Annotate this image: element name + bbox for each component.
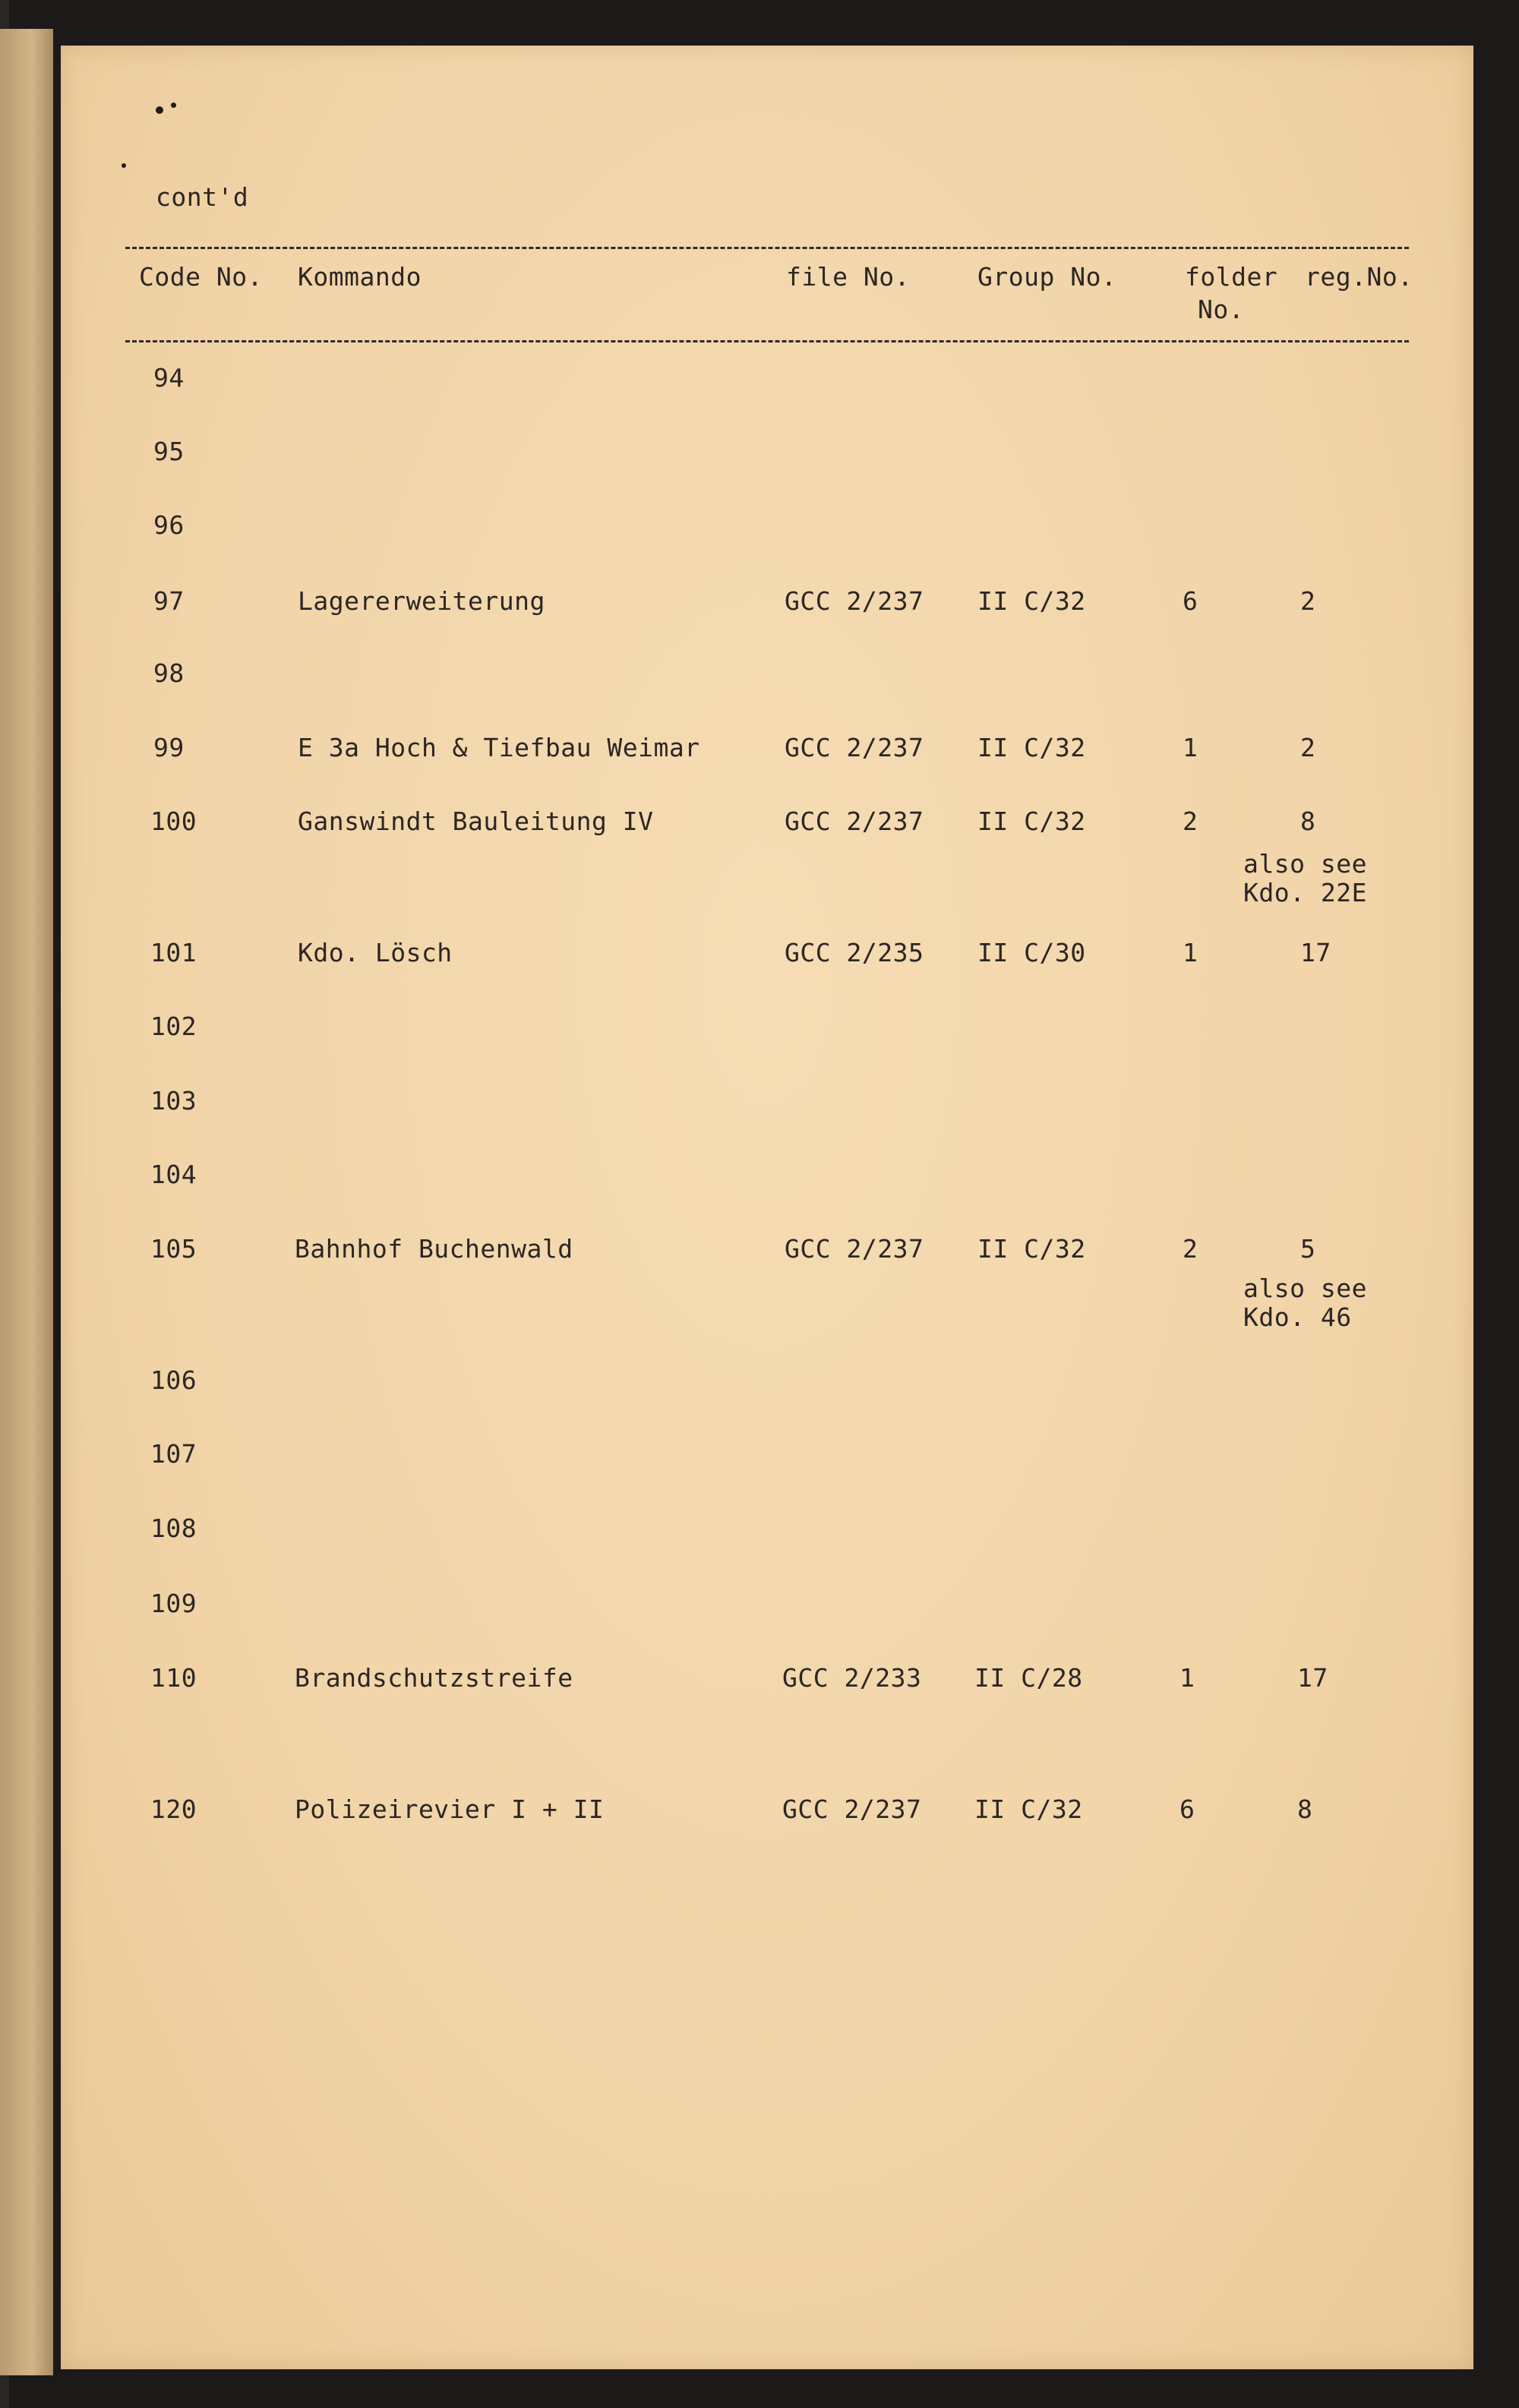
table-row — [0, 1011, 1519, 1057]
kommando-cell: Ganswindt Bauleitung IV — [298, 806, 654, 836]
file-no-cell: GCC 2/237 — [785, 806, 924, 836]
table-row — [0, 363, 1519, 409]
code-no-cell: 99 — [153, 733, 185, 762]
table-row — [0, 1086, 1519, 1131]
file-no-cell: GCC 2/235 — [785, 938, 924, 967]
folder-no-cell: 1 — [1180, 1663, 1195, 1693]
reg-no-cell: 5 — [1300, 1234, 1316, 1264]
table-row — [0, 586, 1519, 632]
file-no-cell: GCC 2/237 — [782, 1794, 922, 1824]
table-row — [0, 1160, 1519, 1205]
reg-no-cell: 17 — [1300, 938, 1331, 967]
header-folder-no: folder — [1185, 262, 1278, 292]
header-code-no: Code No. — [139, 262, 263, 292]
reg-no-cell: 8 — [1297, 1794, 1313, 1824]
table-row — [0, 1589, 1519, 1634]
cross-reference-note: also see — [1243, 1273, 1367, 1303]
table-row — [0, 510, 1519, 556]
header-kommando: Kommando — [298, 262, 422, 292]
kommando-cell: Brandschutzstreife — [295, 1663, 573, 1693]
header-bottom-rule — [125, 340, 1409, 342]
code-no-cell: 95 — [153, 437, 185, 466]
table-row — [0, 658, 1519, 704]
code-no-cell: 101 — [150, 938, 197, 967]
code-no-cell: 110 — [150, 1663, 197, 1693]
table-row — [0, 1439, 1519, 1485]
group-no-cell: II C/28 — [974, 1663, 1083, 1693]
kommando-cell: Bahnhof Buchenwald — [295, 1234, 573, 1264]
folder-no-cell: 1 — [1183, 938, 1198, 967]
ink-speck — [156, 106, 163, 114]
table-row — [0, 1234, 1519, 1280]
code-no-cell: 100 — [150, 806, 197, 836]
reg-no-cell: 8 — [1300, 806, 1316, 836]
kommando-cell: E 3a Hoch & Tiefbau Weimar — [298, 733, 700, 762]
group-no-cell: II C/32 — [974, 1794, 1083, 1824]
group-no-cell: II C/32 — [977, 806, 1086, 836]
code-no-cell: 94 — [153, 363, 185, 393]
cross-reference-note: Kdo. 22E — [1243, 878, 1367, 907]
folder-no-cell: 2 — [1183, 1234, 1198, 1264]
header-folder-no-line2: No. — [1198, 295, 1245, 324]
code-no-cell: 97 — [153, 586, 185, 616]
folder-no-cell: 6 — [1183, 586, 1198, 616]
header-top-rule — [125, 247, 1409, 249]
header-file-no: file No. — [786, 262, 910, 292]
table-row — [0, 437, 1519, 482]
code-no-cell: 98 — [153, 658, 185, 688]
group-no-cell: II C/32 — [977, 586, 1086, 616]
reg-no-cell: 2 — [1300, 733, 1316, 762]
group-no-cell: II C/32 — [977, 1234, 1086, 1264]
reg-no-cell: 2 — [1300, 586, 1316, 616]
cross-reference-note: Kdo. 46 — [1243, 1302, 1352, 1332]
ink-speck — [122, 163, 126, 168]
continuation-label: cont'd — [156, 182, 249, 212]
file-no-cell: GCC 2/233 — [782, 1663, 922, 1693]
code-no-cell: 120 — [150, 1794, 197, 1824]
code-no-cell: 109 — [150, 1589, 197, 1618]
code-no-cell: 107 — [150, 1439, 197, 1469]
code-no-cell: 103 — [150, 1086, 197, 1116]
table-row — [0, 733, 1519, 778]
table-row — [0, 938, 1519, 983]
folder-no-cell: 1 — [1183, 733, 1198, 762]
header-group-no: Group No. — [977, 262, 1117, 292]
table-row — [0, 1663, 1519, 1709]
file-no-cell: GCC 2/237 — [785, 586, 924, 616]
group-no-cell: II C/32 — [977, 733, 1086, 762]
table-row — [0, 1794, 1519, 1840]
kommando-cell: Kdo. Lösch — [298, 938, 453, 967]
file-no-cell: GCC 2/237 — [785, 1234, 924, 1264]
code-no-cell: 108 — [150, 1513, 197, 1543]
table-row — [0, 1513, 1519, 1559]
kommando-cell: Polizeirevier I + II — [295, 1794, 605, 1824]
file-no-cell: GCC 2/237 — [785, 733, 924, 762]
folder-no-cell: 2 — [1183, 806, 1198, 836]
group-no-cell: II C/30 — [977, 938, 1086, 967]
folder-no-cell: 6 — [1180, 1794, 1195, 1824]
code-no-cell: 102 — [150, 1011, 197, 1041]
code-no-cell: 96 — [153, 510, 185, 540]
code-no-cell: 105 — [150, 1234, 197, 1264]
table-row — [0, 1365, 1519, 1411]
reg-no-cell: 17 — [1297, 1663, 1328, 1693]
ink-speck — [171, 103, 176, 108]
header-reg-no: reg.No. — [1305, 262, 1413, 292]
code-no-cell: 104 — [150, 1160, 197, 1189]
cross-reference-note: also see — [1243, 849, 1367, 879]
code-no-cell: 106 — [150, 1365, 197, 1395]
kommando-cell: Lagererweiterung — [298, 586, 545, 616]
table-row — [0, 806, 1519, 852]
